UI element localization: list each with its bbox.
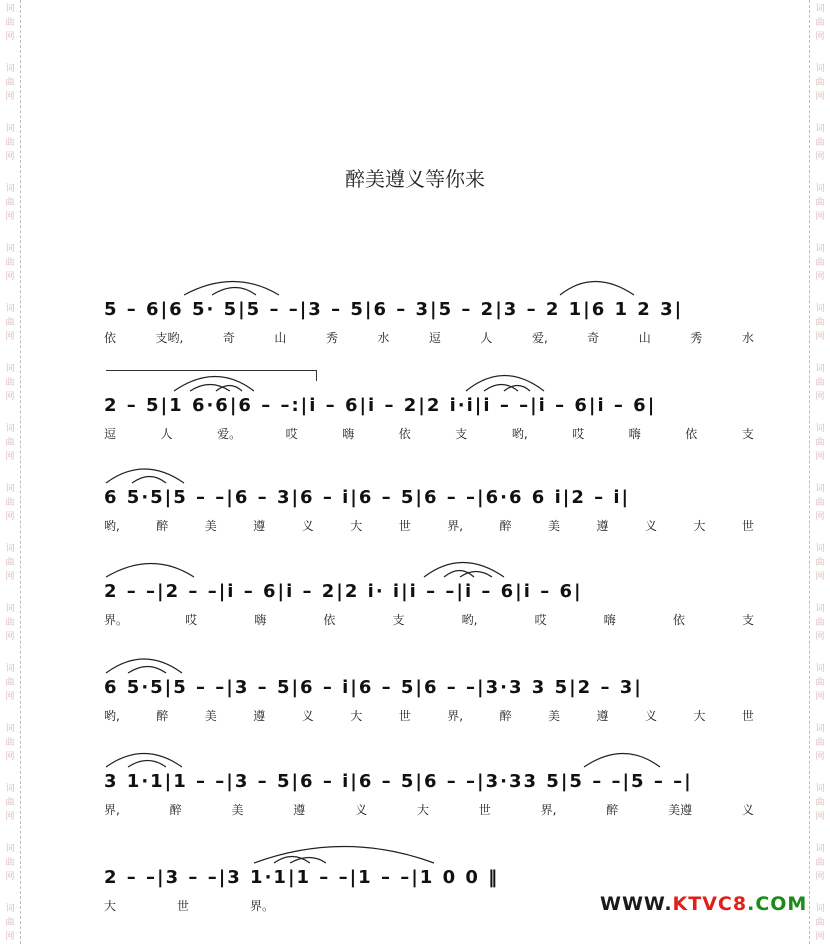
- score-row-7: [104, 864, 544, 924]
- lyric-syllable: 大: [350, 519, 363, 533]
- lyric-syllable: 义: [301, 519, 314, 533]
- watermark-text: 词 曲 网: [815, 64, 825, 102]
- lyric-syllable: 遵: [596, 519, 609, 533]
- lyric-syllable: 山: [638, 331, 651, 345]
- slur: [484, 385, 518, 392]
- lyric-syllable: 世: [398, 519, 411, 533]
- lyric-syllable: 界,: [447, 519, 464, 533]
- slur: [444, 571, 474, 578]
- slur: [466, 376, 544, 392]
- lyric-syllable: 逗: [428, 331, 441, 345]
- watermark-text: 词 曲 网: [5, 304, 15, 342]
- lyric-syllable: 美: [547, 519, 560, 533]
- lyric-syllable: 哎: [185, 613, 198, 627]
- slur: [106, 659, 182, 673]
- lyric-syllable: 奇: [587, 331, 600, 345]
- lyric-syllable: 哎: [285, 427, 298, 441]
- notation-line: 2 – –|3 – –|3 1·1|1 – –|1 – –|1 0 0 ‖: [104, 867, 500, 888]
- score-row-6: [104, 768, 754, 828]
- lyric-syllable: 界,: [104, 803, 120, 817]
- lyric-syllable: 依: [685, 427, 698, 441]
- lyric-syllable: 醉: [169, 803, 182, 817]
- watermark-text: 词 曲 网: [815, 124, 825, 162]
- lyric-syllable: 哟,: [461, 613, 478, 627]
- watermark-text: 词 曲 网: [5, 244, 15, 282]
- lyric-syllable: 哎: [534, 613, 547, 627]
- lyric-syllable: 界,: [540, 803, 557, 817]
- lyric-syllable: 依: [323, 613, 336, 627]
- watermark-text: 词 曲 网: [815, 304, 825, 342]
- lyric-syllable: 人: [480, 331, 493, 345]
- watermark-text: 词 曲 网: [5, 604, 15, 642]
- watermark-text: 词 曲 网: [5, 184, 15, 222]
- watermark-text: 词 曲 网: [815, 424, 825, 462]
- watermark-text: 词 曲 网: [5, 64, 15, 102]
- slur: [560, 282, 634, 296]
- lyric-syllable: 醉: [606, 803, 619, 817]
- lyric-syllable: 支: [455, 427, 468, 441]
- score-row-2: [104, 392, 754, 452]
- lyric-syllable: 醉: [156, 709, 169, 723]
- watermark-text: 词 曲 网: [5, 664, 15, 702]
- watermark-text: 词 曲 网: [5, 724, 15, 762]
- notation-line: 3 1·1|1 – –|3 – 5|6 – i|6 – 5|6 – –|3·33 5|5 – –|5 – –|: [104, 771, 693, 792]
- watermark-text: 词 曲 网: [815, 484, 825, 522]
- lyric-syllable: 嗨: [628, 427, 641, 441]
- lyric-syllable: 义: [741, 803, 754, 817]
- lyric-syllable: 义: [644, 519, 657, 533]
- slur: [290, 858, 326, 864]
- watermark-text: 词 曲 网: [5, 124, 15, 162]
- slur: [128, 761, 166, 768]
- lyric-syllable: 义: [644, 709, 657, 723]
- lyric-syllable: 奇: [222, 331, 235, 345]
- lyric-syllable: 世: [741, 709, 754, 723]
- watermark-text: 词 曲 网: [815, 364, 825, 402]
- lyric-syllable: 水: [741, 331, 754, 345]
- slur: [424, 563, 504, 578]
- lyric-syllable: 世: [741, 519, 754, 533]
- lyric-syllable: 世: [398, 709, 411, 723]
- lyric-syllable: 人: [160, 427, 173, 441]
- lyric-syllable: 遵: [293, 803, 306, 817]
- lyric-syllable: 支: [741, 427, 754, 441]
- watermark-text: 词 曲 网: [815, 904, 825, 942]
- slur: [128, 667, 166, 674]
- watermark-text: 词 曲 网: [5, 904, 15, 942]
- lyric-syllable: 支: [392, 613, 405, 627]
- lyric-syllable: 美遵: [668, 803, 693, 817]
- lyric-syllable: 爱。: [217, 427, 242, 441]
- notation-line: 6 5·5|5 – –|6 – 3|6 – i|6 – 5|6 – –|6·6 6 i|2 – i|: [104, 487, 631, 508]
- slur: [190, 385, 230, 392]
- lyric-syllable: 水: [377, 331, 390, 345]
- lyric-syllable: 大: [693, 709, 706, 723]
- lyrics-line: [104, 706, 754, 726]
- lyric-syllable: 依: [104, 331, 117, 345]
- watermark-text: 词 曲 网: [815, 604, 825, 642]
- lyric-syllable: 界,: [447, 709, 464, 723]
- lyric-syllable: 嗨: [342, 427, 355, 441]
- lyric-syllable: 美: [231, 803, 244, 817]
- slur: [504, 386, 530, 392]
- slur: [460, 572, 492, 578]
- watermark-text: 词 曲 网: [815, 844, 825, 882]
- slur: [106, 469, 184, 483]
- lyric-syllable: 大: [693, 519, 706, 533]
- lyric-syllable: 秀: [690, 331, 703, 345]
- score-row-5: [104, 674, 754, 734]
- lyric-syllable: 义: [355, 803, 368, 817]
- watermark-text: 词 曲 网: [5, 424, 15, 462]
- lyric-syllable: 逗: [104, 427, 117, 441]
- watermark-text: 词 曲 网: [5, 364, 15, 402]
- watermark-text: 词 曲 网: [815, 4, 825, 42]
- watermark-text: 词 曲 网: [5, 4, 15, 42]
- lyric-syllable: 山: [274, 331, 287, 345]
- lyric-syllable: 哟,: [104, 709, 120, 723]
- site-logo[interactable]: WWW.KTVC8.COM: [600, 893, 808, 915]
- lyrics-line: [104, 800, 754, 820]
- lyric-syllable: 大: [104, 899, 117, 913]
- lyric-syllable: 遵: [596, 709, 609, 723]
- lyrics-line: [104, 610, 754, 630]
- watermark-text: 词 曲 网: [815, 244, 825, 282]
- lyric-syllable: 美: [204, 709, 217, 723]
- lyric-syllable: 嗨: [603, 613, 616, 627]
- slur: [106, 564, 194, 578]
- lyric-syllable: 界。: [104, 613, 129, 627]
- slur: [254, 847, 434, 864]
- lyric-syllable: 美: [547, 709, 560, 723]
- score-row-4: [104, 578, 754, 638]
- lyric-syllable: 大: [350, 709, 363, 723]
- slur: [184, 282, 279, 296]
- watermark-text: 词 曲 网: [5, 484, 15, 522]
- lyric-syllable: 醉: [499, 519, 512, 533]
- watermark-text: 词 曲 网: [5, 784, 15, 822]
- lyric-syllable: 爱,: [531, 331, 548, 345]
- lyric-syllable: 依: [398, 427, 411, 441]
- lyric-syllable: 遵: [253, 519, 266, 533]
- score-row-1: [104, 296, 754, 356]
- watermark-text: 词 曲 网: [5, 544, 15, 582]
- song-title: 醉美遵义等你来: [345, 167, 485, 191]
- watermark-text: 词 曲 网: [5, 844, 15, 882]
- lyric-syllable: 嗨: [254, 613, 267, 627]
- lyric-syllable: 醉: [499, 709, 512, 723]
- lyric-syllable: 大: [416, 803, 429, 817]
- lyric-syllable: 哟,: [104, 519, 120, 533]
- watermark-text: 词 曲 网: [815, 784, 825, 822]
- notation-line: 5 – 6|6 5· 5|5 – –|3 – 5|6 – 3|5 – 2|3 – 2 1|6 1 2 3|: [104, 299, 684, 320]
- volta-bracket: [106, 370, 317, 381]
- lyric-syllable: 哟,: [511, 427, 528, 441]
- notation-line: 6 5·5|5 – –|3 – 5|6 – i|6 – 5|6 – –|3·3 3 5|2 – 3|: [104, 677, 643, 698]
- lyric-syllable: 秀: [325, 331, 338, 345]
- slur: [584, 754, 660, 768]
- slur: [274, 857, 310, 864]
- lyric-syllable: 支: [741, 613, 754, 627]
- lyrics-line: [104, 896, 274, 916]
- lyric-syllable: 醉: [156, 519, 169, 533]
- lyric-syllable: 世: [176, 899, 189, 913]
- lyric-syllable: 界。: [249, 899, 274, 913]
- lyric-syllable: 支哟,: [155, 331, 184, 345]
- score-row-3: [104, 484, 754, 544]
- watermark-text: 词 曲 网: [815, 724, 825, 762]
- watermark-text: 词 曲 网: [815, 544, 825, 582]
- slur: [132, 477, 166, 484]
- notation-line: 2 – –|2 – –|i – 6|i – 2|2 i· i|i – –|i – 6|i – 6|: [104, 581, 583, 602]
- slur: [106, 754, 182, 768]
- lyric-syllable: 世: [478, 803, 491, 817]
- slur: [212, 288, 256, 296]
- lyric-syllable: 义: [301, 709, 314, 723]
- lyrics-line: [104, 516, 754, 536]
- lyric-syllable: 美: [204, 519, 217, 533]
- lyric-syllable: 依: [672, 613, 685, 627]
- watermark-text: 词 曲 网: [815, 184, 825, 222]
- lyrics-line: [104, 328, 754, 348]
- watermark-text: 词 曲 网: [815, 664, 825, 702]
- slur: [216, 386, 242, 392]
- lyric-syllable: 遵: [253, 709, 266, 723]
- lyric-syllable: 哎: [572, 427, 585, 441]
- lyrics-line: [104, 424, 754, 444]
- notation-line: 2 – 5|1 6·6|6 – –:|i – 6|i – 2|2 i·i|i – –|i – 6|i – 6|: [104, 395, 657, 416]
